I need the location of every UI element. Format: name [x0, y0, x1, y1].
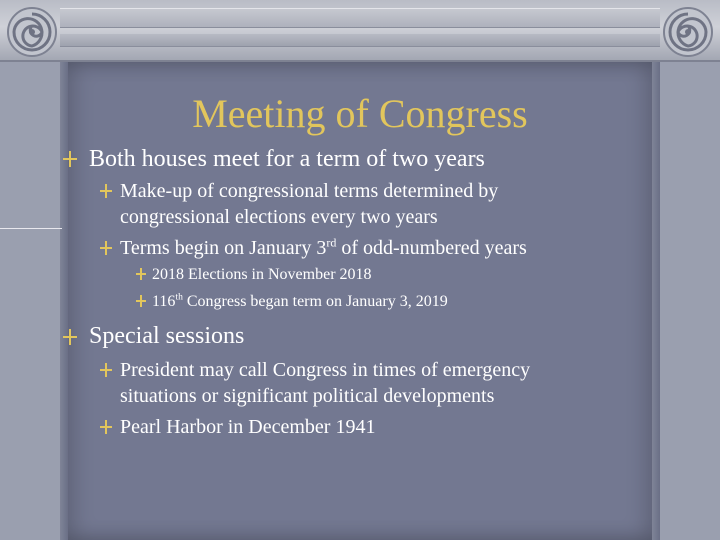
- capital-band: [60, 8, 660, 28]
- volute-left-icon: [4, 4, 60, 60]
- bullet-116th-congress: [152, 291, 448, 313]
- bullet-term-length: Both houses meet for a term of two years: [89, 146, 485, 172]
- bullet-2018-elections: 2018 Elections in November 2018: [152, 266, 372, 283]
- bullet-marker-icon: [62, 150, 78, 168]
- bullet-marker-icon: [135, 267, 147, 281]
- bullet-pearl-harbor: Pearl Harbor in December 1941: [120, 416, 376, 438]
- side-divider: [0, 228, 62, 229]
- bullet-marker-icon: [135, 294, 147, 308]
- bullet-marker-icon: [99, 362, 113, 378]
- ordinal-suffix: th: [175, 291, 183, 303]
- bullet-text: Congress began term on January 3, 2019: [182, 293, 448, 310]
- volute-right-icon: [660, 4, 716, 60]
- bullet-marker-icon: [99, 240, 113, 256]
- bullet-line: President may call Congress in times of emergency: [120, 359, 531, 381]
- bullet-marker-icon: [99, 419, 113, 435]
- bullet-marker-icon: [62, 328, 78, 346]
- ordinal-suffix: rd: [326, 235, 337, 250]
- slide-title-text: Meeting of Congress: [192, 91, 528, 136]
- column-capital: [0, 0, 720, 62]
- capital-band-lower: [60, 34, 660, 47]
- bullet-president-may-call: [120, 357, 530, 409]
- bullet-text: of odd-numbered years: [336, 237, 527, 259]
- bullet-marker-icon: [99, 183, 113, 199]
- bullet-line: situations or significant political developments: [120, 385, 495, 407]
- bullet-line: congressional elections every two years: [120, 206, 438, 228]
- bullet-special-sessions: Special sessions: [89, 323, 245, 349]
- bullet-text: Terms begin on January 3: [120, 237, 327, 259]
- bullet-line: Make-up of congressional terms determined by: [120, 180, 499, 202]
- slide-title: [0, 88, 720, 140]
- bullet-congressional-terms: [120, 178, 498, 230]
- bullet-terms-begin: [120, 235, 527, 261]
- bullet-text: 116: [152, 293, 176, 310]
